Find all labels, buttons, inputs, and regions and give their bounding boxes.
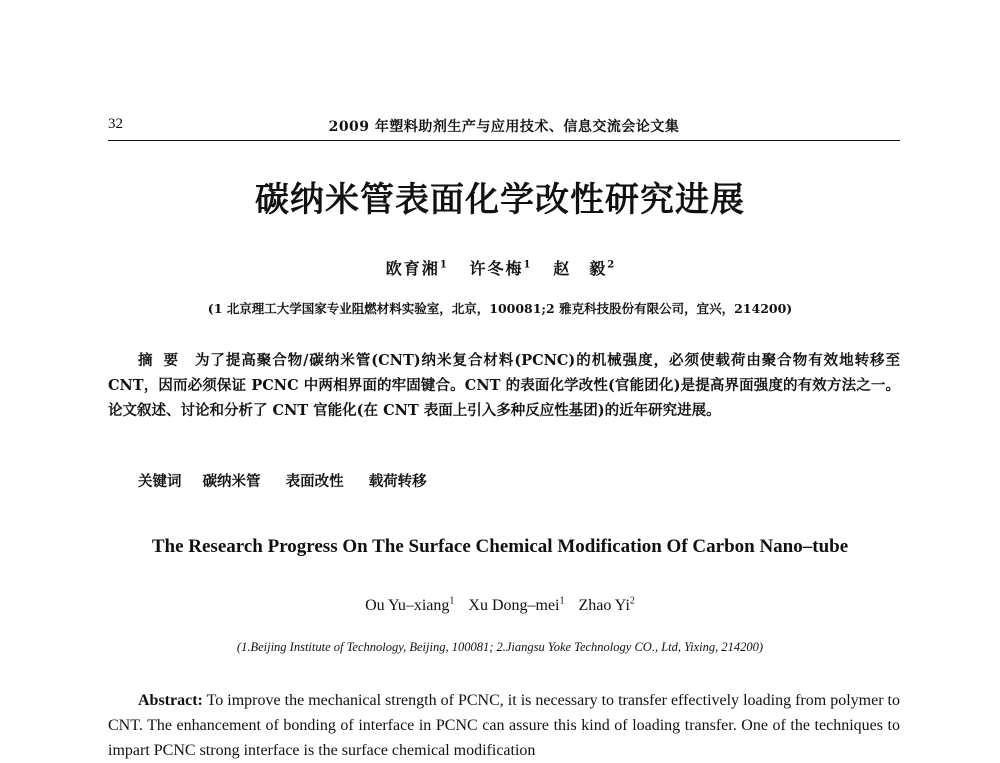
keyword: 载荷转移 [368, 473, 427, 490]
author-cn: 欧育湘$^1$ [385, 259, 447, 278]
keyword: 碳纳米管 [202, 473, 261, 490]
author-cn: 赵 毅$^2$ [553, 259, 615, 278]
author-en: Zhao Yi$^2$ [578, 596, 635, 615]
chinese-keywords [138, 470, 447, 491]
header-rule [108, 140, 900, 141]
chinese-abstract [108, 348, 900, 423]
author-en: Ou Yu–xiang$^1$ [365, 596, 455, 615]
english-abstract-label: Abstract: [138, 692, 203, 709]
english-abstract-text: To improve the mechanical strength of PCNC, it is necessary to transfer effectively loading from polymer to CNT. The enhancement of bonding of interface in PCNC can assure this kind of loading transfer. One of the techniques to impart PCNC strong interface is the surface chemical modification [108, 692, 900, 759]
chinese-abstract-label: 摘要 [138, 352, 189, 369]
page-number: 32 [108, 116, 123, 132]
author-cn: 许冬梅$^1$ [469, 259, 531, 278]
author-en: Xu Dong–mei$^1$ [468, 596, 565, 615]
keywords-label: 关键词 [138, 473, 182, 490]
english-affiliation: (1.Beijing Institute of Technology, Beijing, 100081; 2.Jiangsu Yoke Technology CO., Ltd, Yixing, 214200) [236, 640, 764, 654]
english-authors [0, 596, 1000, 615]
english-title: The Research Progress On The Surface Chemical Modification Of Carbon Nano–tube [151, 536, 849, 557]
chinese-authors [0, 256, 1000, 279]
chinese-abstract-text: 为了提高聚合物/碳纳米管(CNT)纳米复合材料(PCNC)的机械强度，必须使载荷由聚合物有效地转移至 CNT，因而必须保证 PCNC 中两相界面的牢固键合。CNT 的表面化学改性(官能团化)是提高界面强度的有效方法之一。论文叙述、讨论和分析了 CNT 官能化(在 CNT 表面上引入多种反应性基团)的近年研究进展。 [108, 352, 901, 419]
chinese-affiliation: (1 北京理工大学国家专业阻燃材料实验室，北京，100081;2 雅克科技股份有限公司，宜兴，214200) [207, 301, 793, 316]
keyword: 表面改性 [285, 473, 344, 490]
english-abstract [108, 688, 900, 763]
page-header [108, 116, 900, 138]
chinese-title: 碳纳米管表面化学改性研究进展 [255, 180, 745, 220]
running-title: 2009 年塑料助剂生产与应用技术、信息交流会论文集 [328, 119, 680, 135]
